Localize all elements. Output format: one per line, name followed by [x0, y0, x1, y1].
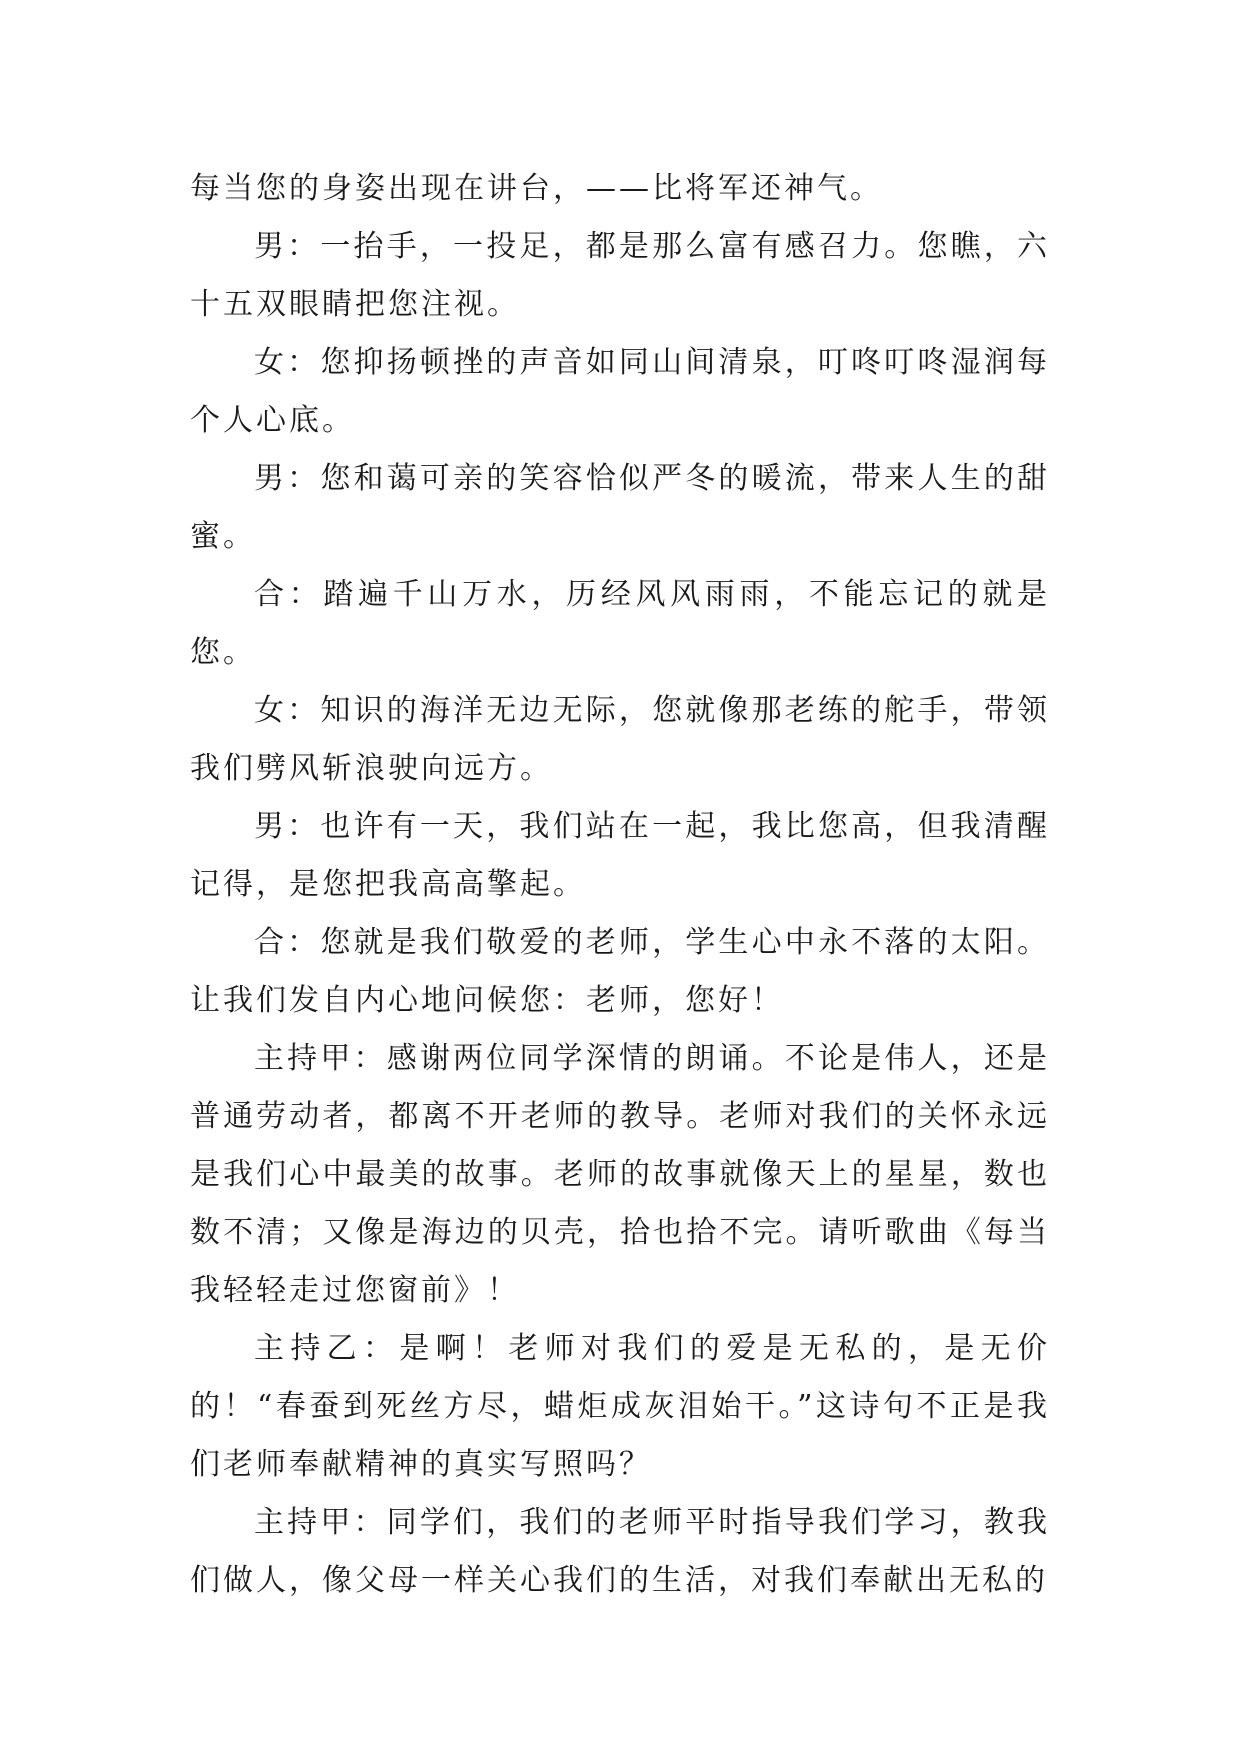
- paragraph-2: 男：一抬手，一投足，都是那么富有感召力。您瞧，六十五双眼睛把您注视。: [190, 229, 1050, 322]
- document-body: [190, 160, 1050, 1610]
- paragraph-3: 女：您抑扬顿挫的声音如同山间清泉，叮咚叮咚湿润每个人心底。: [190, 345, 1050, 438]
- paragraph-7: 男：也许有一天，我们站在一起，我比您高，但我清醒记得，是您把我高高擎起。: [190, 809, 1050, 902]
- paragraph-6: 女：知识的海洋无边无际，您就像那老练的舵手，带领我们劈风斩浪驶向远方。: [190, 693, 1050, 786]
- paragraph-4: 男：您和蔼可亲的笑容恰似严冬的暖流，带来人生的甜蜜。: [190, 461, 1050, 554]
- paragraph-11: 主持甲：同学们，我们的老师平时指导我们学习，教我们做人，像父母一样关心我们的生活，对我们奉献出无私的: [190, 1505, 1050, 1598]
- paragraph-8: 合：您就是我们敬爱的老师，学生心中永不落的太阳。让我们发自内心地问候您：老师，您好！: [190, 925, 1050, 1018]
- paragraph-9: 主持甲：感谢两位同学深情的朗诵。不论是伟人，还是普通劳动者，都离不开老师的教导。老师对我们的关怀永远是我们心中最美的故事。老师的故事就像天上的星星，数也数不清；又像是海边的贝壳，拾也拾不完。请听歌曲《每当我轻轻走过您窗前》！: [190, 1041, 1050, 1308]
- paragraph-5: 合：踏遍千山万水，历经风风雨雨，不能忘记的就是您。: [190, 577, 1050, 670]
- paragraph-1: 每当您的身姿出现在讲台，——比将军还神气。: [190, 171, 883, 206]
- paragraph-10: 主持乙：是啊！老师对我们的爱是无私的，是无价的！“春蚕到死丝方尽，蜡炬成灰泪始干。”这诗句不正是我们老师奉献精神的真实写照吗？: [190, 1331, 1050, 1482]
